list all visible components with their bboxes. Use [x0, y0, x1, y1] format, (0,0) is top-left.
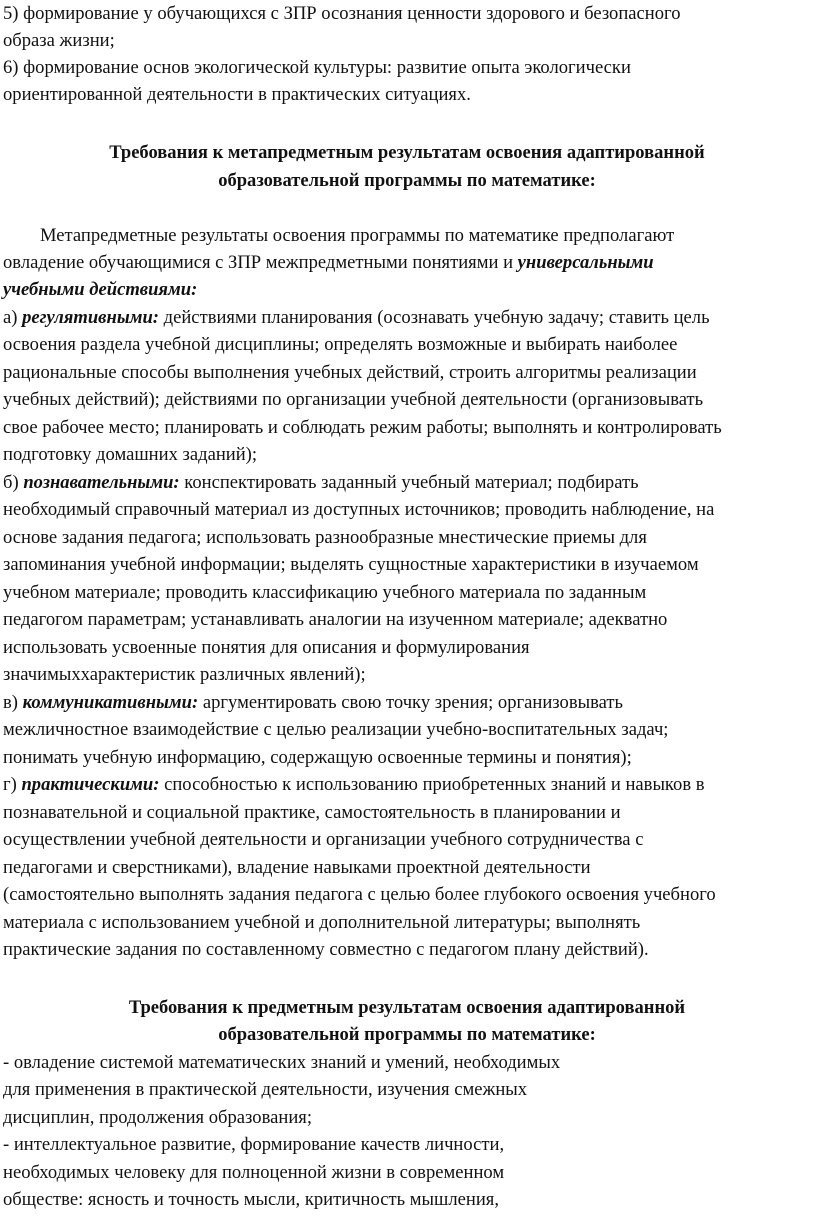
- paragraph-line: необходимый справочный материал из доступных источников; проводить наблюдение, на: [3, 499, 715, 520]
- paragraph-line: 6) формирование основ экологической культуры: развитие опыта экологически: [3, 57, 631, 78]
- emphasis-text: универсальными: [517, 252, 654, 273]
- section-heading-metasubject: Требования к метапредметным результатам освоения адаптированной: [109, 142, 705, 163]
- list-item-communicative: в) коммуникативными: аргументировать свою точку зрения; организовывать: [3, 692, 624, 713]
- paragraph-line: запоминания учебной информации; выделять сущностные характеристики в изучаемом: [3, 554, 699, 575]
- paragraph-line: материала с использованием учебной и дополнительной литературы; выполнять: [3, 912, 641, 933]
- paragraph-line: образа жизни;: [3, 30, 115, 51]
- paragraph-line: Метапредметные результаты освоения программы по математике предполагают: [40, 225, 675, 246]
- paragraph-line: основе задания педагога; использовать разнообразные мнестические приемы для: [3, 527, 647, 548]
- paragraph-line: овладение обучающимися с ЗПР межпредметными понятиями и универсальными: [3, 252, 654, 273]
- paragraph-line: понимать учебную информацию, содержащую освоенные термины и понятия);: [3, 747, 632, 768]
- emphasis-text: регулятивными:: [22, 307, 159, 328]
- paragraph-line: осуществлении учебной деятельности и организации учебного сотрудничества с: [3, 829, 644, 850]
- paragraph-line: обществе: ясность и точность мысли, критичность мышления,: [3, 1189, 499, 1210]
- paragraph-line: дисциплин, продолжения образования;: [3, 1107, 312, 1128]
- section-heading-subject: Требования к предметным результатам освоения адаптированной: [128, 997, 686, 1018]
- paragraph-line: подготовку домашних заданий);: [3, 444, 258, 465]
- paragraph-line: межличностное взаимодействие с целью реализации учебно-воспитательных задач;: [3, 719, 669, 740]
- paragraph-line: освоения раздела учебной дисциплины; определять возможные и выбирать наиболее: [3, 334, 678, 355]
- list-item: - интеллектуальное развитие, формирование качеств личности,: [3, 1134, 505, 1155]
- paragraph-line: познавательной и социальной практике, самостоятельность в планировании и: [3, 802, 621, 823]
- paragraph-line: свое рабочее место; планировать и соблюдать режим работы; выполнять и контролировать: [3, 417, 722, 438]
- paragraph-line: для применения в практической деятельности, изучения смежных: [3, 1079, 528, 1100]
- paragraph-line: практические задания по составленному совместно с педагогом плану действий).: [3, 939, 649, 960]
- paragraph-line: использовать усвоенные понятия для описания и формулирования: [3, 637, 530, 658]
- paragraph-line: учебных действий); действиями по организации учебной деятельности (организовывать: [3, 389, 704, 410]
- list-item: - овладение системой математических знаний и умений, необходимых: [3, 1052, 561, 1073]
- list-item-cognitive: б) познавательными: конспектировать заданный учебный материал; подбирать: [3, 472, 639, 493]
- paragraph-line: учебном материале; проводить классификацию учебного материала по заданным: [3, 582, 647, 603]
- paragraph-line: необходимых человеку для полноценной жизни в современном: [3, 1162, 505, 1183]
- list-item-regulatory: а) регулятивными: действиями планирования (осознавать учебную задачу; ставить цель: [3, 307, 710, 328]
- section-heading-metasubject: образовательной программы по математике:: [218, 170, 596, 191]
- paragraph-line: [3, 276, 197, 304]
- paragraph-line: 5) формирование у обучающихся с ЗПР осознания ценности здорового и безопасного: [3, 3, 681, 24]
- list-item-practical: г) практическими: способностью к использованию приобретенных знаний и навыков в: [3, 774, 705, 795]
- paragraph-line: педагогом параметрам; устанавливать аналогии на изученном материале; адекватно: [3, 609, 668, 630]
- paragraph-line: (самостоятельно выполнять задания педагога с целью более глубокого освоения учебного: [3, 884, 716, 905]
- paragraph-line: ориентированной деятельности в практических ситуациях.: [3, 84, 471, 105]
- section-heading-subject: образовательной программы по математике:: [218, 1024, 596, 1045]
- emphasis-text: учебными действиями:: [3, 279, 198, 300]
- paragraph-line: педагогами и сверстниками), владение навыками проектной деятельности: [3, 857, 591, 878]
- paragraph-line: значимыххарактеристик различных явлений);: [3, 664, 366, 685]
- paragraph-line: рациональные способы выполнения учебных действий, строить алгоритмы реализации: [3, 362, 697, 383]
- emphasis-text: познавательными:: [23, 472, 180, 493]
- emphasis-text: коммуникативными:: [22, 692, 199, 713]
- emphasis-text: практическими:: [21, 774, 160, 795]
